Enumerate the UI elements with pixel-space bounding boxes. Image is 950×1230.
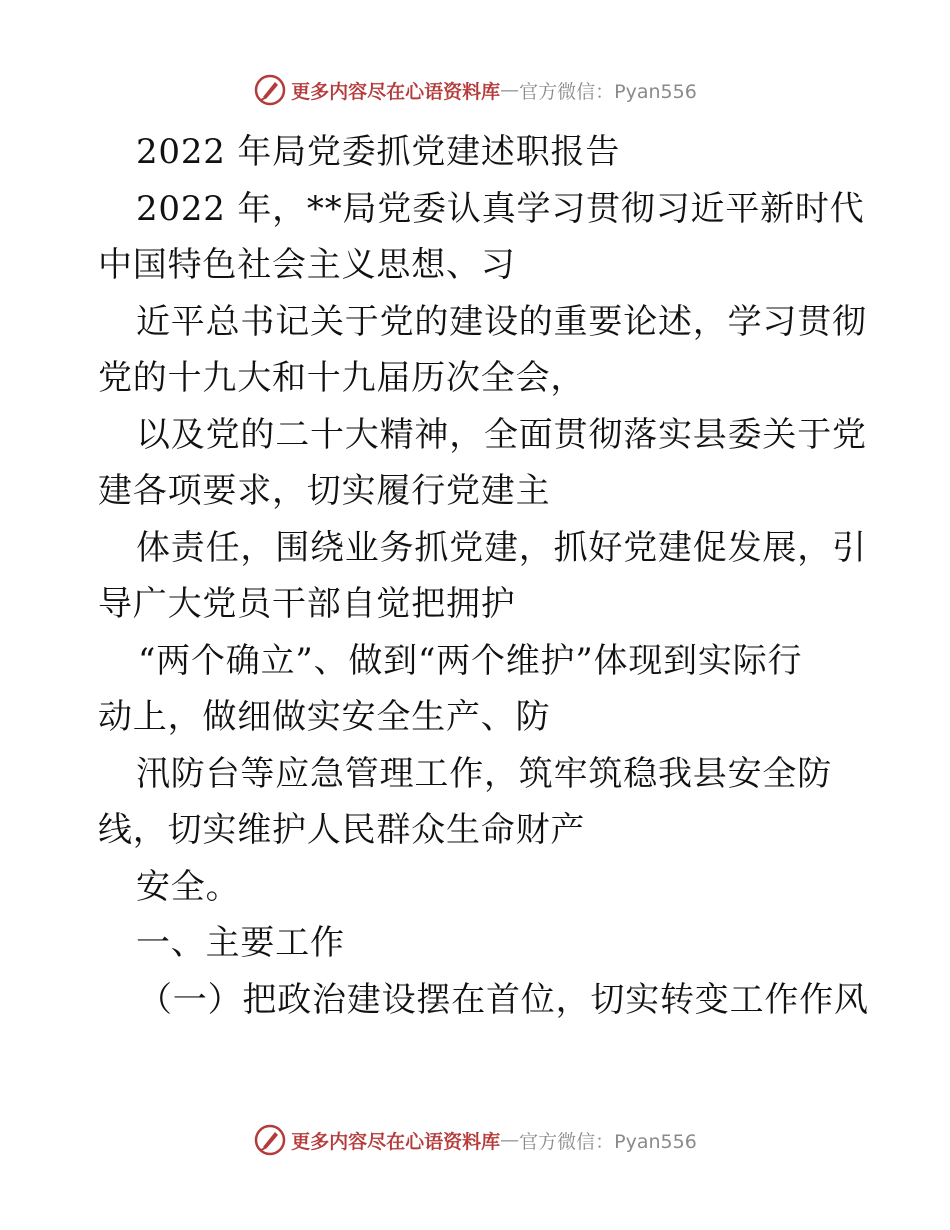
paragraph-line: 中国特色社会主义思想、习: [98, 245, 516, 285]
watermark-wechat: 官方微信：Pyan556: [519, 80, 697, 103]
paragraph-line: “两个确立”、做到“两个维护”体现到实际行: [138, 640, 803, 681]
watermark-site-name: 更多内容尽在心语资料库: [291, 80, 501, 103]
paragraph-line: 2022 年，**局党委认真学习贯彻习近平新时代: [136, 188, 865, 229]
document-title: 2022 年局党委抓党建述职报告: [136, 132, 621, 172]
paragraph-line: 党的十九大和十九届历次全会，: [98, 358, 586, 398]
watermark-dash: —: [500, 79, 520, 101]
paragraph-line: 汛防台等应急管理工作，筑牢筑稳我县安全防: [136, 753, 832, 794]
subsection-heading: （一）把政治建设摆在首位，切实转变工作作风: [138, 979, 869, 1020]
document-body: [98, 124, 869, 1028]
quill-logo-icon: [253, 73, 287, 107]
section-heading: 一、主要工作: [136, 923, 345, 963]
paragraph-line: 以及党的二十大精神，全面贯彻落实县委关于党: [136, 414, 867, 455]
watermark-site-name: 更多内容尽在心语资料库: [291, 1130, 501, 1153]
watermark-wechat: 官方微信：Pyan556: [519, 1130, 697, 1153]
paragraph-line: 体责任，围绕业务抓党建，抓好党建促发展，引: [136, 527, 867, 568]
quill-logo-icon: [253, 1123, 287, 1157]
paragraph-line: 近平总书记关于党的建设的重要论述，学习贯彻: [136, 301, 867, 342]
paragraph-line: 建各项要求，切实履行党建主: [98, 471, 551, 511]
header-watermark: [0, 70, 950, 110]
paragraph-line: 动上，做细做实安全生产、防: [98, 697, 551, 737]
paragraph-line: 线，切实维护人民群众生命财产: [98, 810, 586, 850]
footer-watermark: [0, 1120, 950, 1160]
watermark-dash: —: [500, 1129, 520, 1151]
paragraph-line: 导广大党员干部自觉把拥护: [98, 584, 516, 624]
paragraph-line: 安全。: [136, 866, 241, 907]
